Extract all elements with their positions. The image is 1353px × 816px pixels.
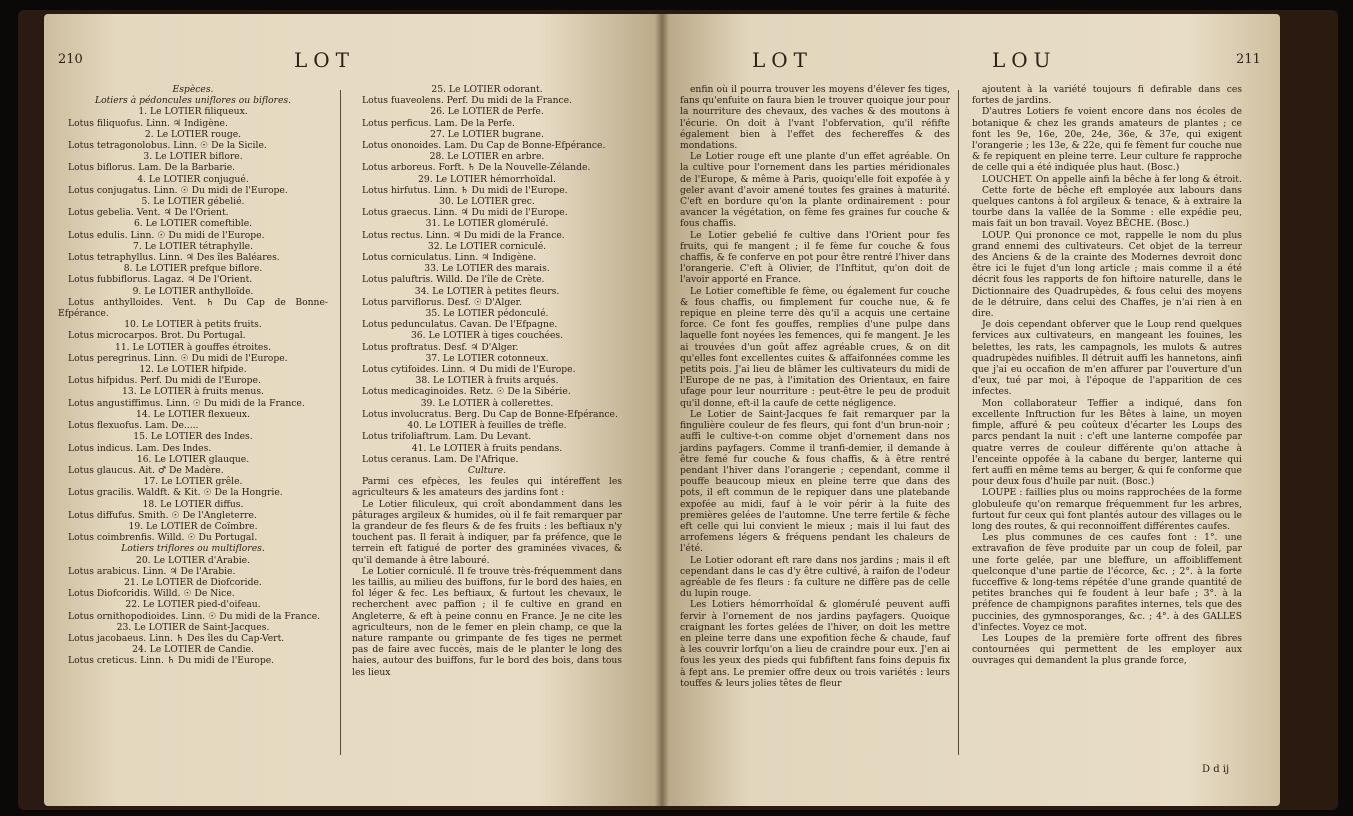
text-line: Lotus paluftris. Willd. De l'île de Crète.: [362, 274, 545, 286]
text-line: Lotus indicus. Lam. Des Indes.: [68, 442, 212, 454]
text-line: Lotiers triflores ou multiflores.: [121, 543, 265, 555]
text-line: 21. Le LOTIER de Diofcoride.: [124, 576, 262, 588]
running-head-left-text: LOT: [294, 48, 356, 72]
text-line: Lotus flexuofus. Lam. De.....: [68, 420, 199, 432]
text-line: Lotus filiquofus. Linn. ♃ Indigène.: [68, 117, 228, 129]
text-line: 35. Le LOTIER pédonculé.: [425, 308, 549, 320]
text-line: 40. Le LOTIER à feuilles de trèfle.: [407, 420, 567, 432]
text-line: Lotus arboreus. Forft. ♄ De la Nouvelle-Zélande.: [362, 162, 591, 174]
text-line: 22. Le LOTIER pied-d'oifeau.: [125, 599, 261, 611]
text-line: Lotus hifpidus. Perf. Du midi de l'Europe.: [68, 375, 261, 387]
text-line: 1. Le LOTIER filiqueux.: [138, 106, 248, 118]
text-line: Lotus biflorus. Lam. De la Barbarie.: [68, 162, 236, 174]
catchword: D d ij: [1202, 764, 1230, 775]
text-line: LOUP. Qui prononce ce mot, rappelle le nom du plus grand ennemi des cultivateurs. Cet objet de la terreur des Anciens & de la crainte des Modernes devroit donc être ici le fujet d'un long article ; mais comme il a été décrit fous les rapports de fon hiftoire naturelle, dans le Dictionnaire des Quadrupèdes, & fous celui des moyens de le détruire, dans celui des Chaffes, je n'ai rien à en dire.: [972, 229, 1242, 320]
text-line: Lotus gracilis. Waldft. & Kit. ☉ De la Hongrie.: [68, 487, 283, 499]
text-line: Lotus perficus. Lam. De la Perfe.: [362, 117, 515, 129]
text-line: Lotiers à pédoncules uniflores ou biflores.: [94, 95, 292, 107]
page-number-right: 211: [1236, 52, 1261, 67]
text-line: Le Lotier filiculeux, qui croît abondamment dans les pâturages argileux & humides, où il fe fait remarquer par la grandeur de fes fleurs & de fes fruits : les beftiaux n'y touchent pas. Il ferait à indiquer, par fa préfence, que le terrein eft fatigué de porter des graminées vivaces, & qu'il demande à être labouré.: [352, 498, 622, 566]
text-line: Lotus cytifoides. Linn. ♃ Du midi de l'Europe.: [362, 364, 576, 376]
text-line: Lotus edulis. Linn. ☉ Du midi de l'Europe.: [68, 229, 265, 241]
left-column-1: [58, 84, 328, 667]
text-line: LOUPE : faillies plus ou moins rapprochées de la forme globuleufe qu'on remarque fréquemment fur les arbres, furtout fur ceux qui font plantés autour des villages ou le long des routes, & qui reconnoiffent différentes caufes.: [972, 487, 1242, 532]
text-line: Lotus fubbiflorus. Lagaz. ♃ De l'Orient.: [68, 274, 253, 286]
text-line: 24. Le LOTIER de Candie.: [132, 644, 254, 656]
right-page: [662, 14, 1280, 806]
text-line: Culture.: [467, 464, 507, 476]
text-line: 34. Le LOTIER à petites fleurs.: [414, 285, 560, 297]
text-line: Lotus parviflorus. Desf. ☉ D'Alger.: [362, 296, 522, 308]
text-line: 18. Le LOTIER diffus.: [142, 498, 244, 510]
text-line: 30. Le LOTIER grec.: [439, 196, 535, 208]
running-head-right: [662, 48, 1280, 74]
text-line: Lotus gebelia. Vent. ♃ De l'Orient.: [68, 207, 229, 219]
text-line: 11. Le LOTIER à gouffes étroites.: [114, 341, 271, 353]
text-line: enfin où il pourra trouver les moyens d'élever fes tiges, fans qu'enfuite on faura bien le trouver quoique jour pour la nourriture des chevaux, des vaches & des moutons à l'écurie. On doit à l'vant l'obfervation, qu'il réfifte également bien à l'effet des fechereffes & des mondations.: [680, 84, 950, 152]
text-line: Le Lotier gebelié fe cultive dans l'Orient pour fes fruits, qui fe mangent ; il fe fème fur couche & fous chaffis, & fe conferve en pot pour être rentré l'hiver dans l'orangerie. C'eft à Olivier, de l'Inftitut, qu'on doit de l'avoir apporté en France.: [680, 229, 950, 286]
text-line: 33. Le LOTIER des marais.: [424, 263, 550, 275]
text-line: Les plus communes de ces caufes font : 1°. une extravafion de fève produite par un coup de foleil, par une forte gelée, par une bleffure, un affoibliffement quelconque d'une partie de l'écorce, &c. ; 2°. à la forte fucceffive & long-tems répétée d'une grande quantité de petites branches qui fe foudent à leur bafe ; 3°. à la préfence de champignons parafites internes, tels que des puccinies, des gymnosporanges, &c. ; 4°. à des GALLES d'infectes. Voyez ce mot.: [972, 532, 1242, 633]
text-line: Le Lotier corniculé. Il fe trouve très-fréquemment dans les taillis, au milieu des buiffons, fur le bord des haies, en fol léger & fec. Les beftiaux, & furtout les chevaux, le recherchent avec paffion ; il fe cultive en grand en Angleterre, & eft à peine connu en France. Je ne cite les agriculteurs, non de le femer en plein champ, ce que la nature rampante ou grimpante de fes tiges ne permet pas de faire avec fuccès, mais de le planter le long des haies, autour des buiffons, fur le bord des bois, dans tous les lieux: [352, 565, 622, 678]
text-line: 39. Le LOTIER à collerettes.: [420, 397, 554, 409]
text-line: Parmi ces efpèces, les feules qui intéreffent les agriculteurs & les amateurs des jardins font :: [352, 476, 622, 499]
text-line: 28. Le LOTIER en arbre.: [429, 151, 545, 163]
text-line: Lotus pedunculatus. Cavan. De l'Efpagne.: [362, 319, 558, 331]
book-gutter: [655, 14, 669, 806]
text-line: Lotus hirfutus. Linn. ♄ Du midi de l'Europe.: [362, 184, 568, 196]
text-line: Lotus coimbrenfis. Willd. ☉ Du Portugal.: [68, 532, 258, 544]
text-line: Espèces.: [172, 84, 214, 95]
text-line: 8. Le LOTIER prefque biflore.: [123, 263, 263, 275]
text-line: Le Lotier de Saint-Jacques fe fait remarquer par la fingulière couleur de fes fleurs, qui font d'un brun-noir ; auffi le cultive-t-on comme objet d'ornement dans nos jardins payfagers. Comme il tranfi-demier, il demande à être femé fur couche & fous chaffis, & à être rentré pendant l'hiver dans l'orangerie ; cependant, comme il pouffe beaucoup mieux en pleine terre que dans des pots, il eft commun de le repiquer dans une platebande expofée au midi, fauf à le voir périr à la fuite des premières gelées de l'automne. Une terre fertile & fèche eft celle qui lui convient le mieux ; mais il lui faut des arrofemens légers & fréquens pendant les chaleurs de l'été.: [680, 408, 950, 555]
right-column-2: [972, 84, 1242, 667]
text-line: Lotus arabicus. Linn. ♃ De l'Arabie.: [68, 565, 236, 577]
text-line: 19. Le LOTIER de Coïmbre.: [128, 520, 258, 532]
text-line: Lotus corniculatus. Linn. ♃ Indigène.: [362, 252, 537, 264]
column-rule-right: [958, 90, 959, 755]
text-line: 5. Le LOTIER gébelié.: [141, 196, 245, 208]
text-line: Lotus ononoides. Lam. Du Cap de Bonne-Efpérance.: [362, 140, 606, 152]
text-line: Le Lotier comeftible fe fème, ou également fur couche & fous chaffis, ou fimplement fur couche nue, & fe repique en pleine terre dès qu'il a acquis une certaine force. Ce font fes gouffes, remplies d'une pulpe dans laquelle font noyées les femences, qui fe mangent. Je les ai trouvées d'un goût affez agréable crues, & on dit qu'elles font excellentes cuites & affaifonnées comme les petits pois. J'ai lieu de blâmer les cultivateurs du midi de l'Europe de ne pas, à l'imitation des Orientaux, en faire ufage pour leur nourriture : peut-être le peu de produit qu'il donne, eft-il la caufe de cette négligence.: [680, 285, 950, 409]
text-line: Lotus proftratus. Desf. ♃ D'Alger.: [362, 341, 519, 353]
text-line: 20. Le LOTIER d'Arabie.: [135, 554, 250, 566]
text-line: Les Lotiers hémorrhoïdal & gloméruIé peuvent auffi fervir à l'ornement de nos jardins payfagers. Quoique craignant les fortes gelées de l'hiver, on doit les mettre en pleine terre dans une expofition fèche & chaude, fauf à les couvrir lorfqu'on a lieu de craindre pour eux. J'en ai fous les yeux des pieds qui fubfiftent fans foins depuis fix à fept ans. Le premier offre deux ou trois variétés : leurs touffes & leurs jolies têtes de fleur: [680, 599, 950, 689]
text-line: 9. Le LOTIER anthylloïde.: [132, 285, 254, 297]
text-line: Lotus ornithopodioides. Linn. ☉ Du midi de la France.: [68, 610, 321, 622]
text-line: Cette forte de bêche eft employée aux labours dans quelques cantons à fol argileux & tenace, & à extraire la tourbe dans la vallée de la Somme : elle expédie peu, mais fait un bon travail. Voyez BÊCHE. (Bosc.): [972, 184, 1242, 230]
left-page: [44, 14, 662, 806]
text-line: 12. Le LOTIER hifpide.: [139, 364, 247, 376]
text-line: Lotus diffufus. Smith. ☉ De l'Angleterre.: [68, 509, 257, 521]
text-line: Lotus peregrinus. Linn. ☉ Du midi de l'Europe.: [68, 352, 288, 364]
text-line: Le Lotier rouge eft une plante d'un effet agréable. On la cultive pour l'ornement dans les parties méridionales de l'Europe, & même à Paris, quoiqu'elle foit expofée à y geler avant d'avoir amené toutes fes graines à maturité. C'eft en bordure qu'on la plante ordinairement : pour avancer la végétation, on fème fes graines fur couche & fous chaffis.: [680, 151, 950, 230]
text-line: Lotus angustiffimus. Linn. ☉ Du midi de la France.: [68, 397, 305, 409]
text-line: 14. Le LOTIER flexueux.: [135, 408, 251, 420]
text-line: Lotus anthylloides. Vent. ♄ Du Cap de Bonne-Efpérance.: [58, 296, 328, 320]
text-line: 4. Le LOTIER conjugué.: [137, 173, 249, 185]
right-column-1: [680, 84, 950, 689]
text-line: Le Lotier odorant eft rare dans nos jardins ; mais il eft cependant dans le cas d'y être cultivé, à raifon de l'odeur agréable de fes fleurs : fa culture ne diffère pas de celle du lupin rouge.: [680, 554, 950, 600]
text-line: Lotus involucratus. Berg. Du Cap de Bonne-Efpérance.: [362, 408, 618, 420]
text-line: 2. Le LOTIER rouge.: [144, 128, 242, 140]
text-line: 29. Le LOTIER hémorrhoïdal.: [418, 173, 556, 185]
running-head-left: [44, 48, 662, 74]
text-line: 13. Le LOTIER à fruits menus.: [122, 386, 264, 398]
text-line: Je dois cependant obferver que le Loup rend quelques fervices aux cultivateurs, en mangeant les fouines, les belettes, les rats, les campagnols, les mulots & autres quadrupèdes nuifibles. Il détruit auffi les hannetons, ainfi que j'ai eu occafion de m'en affurer par l'ouverture d'un d'eux, tué par moi, à l'époque de l'apparition de ces infectes.: [972, 319, 1242, 398]
text-line: Lotus conjugatus. Linn. ☉ Du midi de l'Europe.: [68, 184, 288, 196]
text-line: Lotus microcarpos. Brot. Du Portugal.: [68, 330, 246, 342]
text-line: 6. Le LOTIER comeftible.: [133, 218, 253, 230]
text-line: 38. Le LOTIER à fruits arqués.: [415, 375, 559, 387]
text-line: 15. Le LOTIER des Indes.: [133, 431, 253, 443]
text-line: Lotus Diofcoridis. Willd. ☉ De Nice.: [68, 588, 235, 600]
text-line: Lotus rectus. Linn. ♃ Du midi de la France.: [362, 229, 565, 241]
text-line: Lotus glaucus. Ait. ♂ De Madère.: [68, 464, 224, 476]
text-line: 31. Le LOTIER gloméruIé.: [425, 218, 549, 230]
text-line: 41. Le LOTIER à fruits pendans.: [411, 442, 563, 454]
text-line: Mon collaborateur Teffier a indiqué, dans fon excellente Inftruction fur les Bêtes à laine, un moyen fimple, affuré & peu coûteux d'écarter les Loups des parcs pendant la nuit : c'eft une lanterne compofée par quatre verres de couleur différente qu'on attache à l'enceinte oppofée à la cabane du berger, lanterne qui fert auffi en même tems au berger, & qui fe conforme que pour deux fous d'huile par nuit. (Bosc.): [972, 397, 1242, 488]
text-line: Lotus tetraphyllus. Linn. ♃ Des îles Baléares.: [68, 252, 280, 264]
text-line: Lotus tetragonolobus. Linn. ☉ De la Sicile.: [68, 140, 267, 152]
text-line: 10. Le LOTIER à petits fruits.: [124, 319, 262, 331]
column-rule-left: [340, 90, 341, 755]
text-line: 16. Le LOTIER glauque.: [136, 453, 250, 465]
text-line: Lotus medicaginoides. Retz. ☉ De la Sibérie.: [362, 386, 571, 398]
text-line: Les Loupes de la première forte offrent des fibres contournées qui permettent de les employer aux ouvrages qui demandent la plus grande force,: [972, 632, 1242, 667]
text-line: ajoutent à la variété toujours fi defirable dans ces fortes de jardins.: [972, 84, 1242, 107]
text-line: Lotus fuaveolens. Perf. Du midi de la France.: [362, 95, 573, 107]
running-head-right-b: LOU: [992, 48, 1057, 72]
text-line: 36. Le LOTIER à tiges couchées.: [410, 330, 564, 342]
left-column-2: [352, 84, 622, 678]
text-line: Lotus ceranus. Lam. De l'Afrique.: [362, 453, 519, 465]
running-head-right-a: LOT: [752, 48, 814, 72]
page-number-left: 210: [58, 52, 83, 67]
text-line: 37. Le LOTIER cotonneux.: [425, 352, 549, 364]
text-line: Lotus jacobaeus. Linn. ♄ Des îles du Cap-Vert.: [68, 632, 285, 644]
text-line: 23. Le LOTIER de Saint-Jacques.: [116, 621, 270, 633]
text-line: 3. Le LOTIER biflore.: [143, 151, 243, 163]
text-line: 26. Le LOTIER de Perfe.: [430, 106, 544, 118]
text-line: D'autres Lotiers fe voient encore dans nos écoles de botanique & chez les grands amateurs de plantes ; ce font les 9e, 16e, 20e, 24e, 36e, & 37e, qui exigent l'orangerie ; les 13e, & 22e, qui fe fèment fur couche nue & fe repiquent en pleine terre. Leur culture fe rapproche de celle qui a été indiquée plus haut. (Bosc.): [972, 106, 1242, 174]
text-line: Lotus trifoliaftrum. Lam. Du Levant.: [362, 431, 532, 443]
text-line: Lotus creticus. Linn. ♄ Du midi de l'Europe.: [68, 655, 275, 667]
text-line: 27. Le LOTIER bugrane.: [430, 128, 544, 140]
text-line: 7. Le LOTIER tétraphylle.: [133, 240, 253, 252]
text-line: 25. Le LOTIER odorant.: [431, 84, 543, 95]
text-line: 32. Le LOTIER corniculé.: [427, 240, 547, 252]
text-line: LOUCHET. On appelle ainfi la bêche à fer long & étroit.: [982, 173, 1242, 185]
text-line: 17. Le LOTIER grêle.: [143, 476, 243, 488]
text-line: Lotus graecus. Linn. ♃ Du midi de l'Europe.: [362, 207, 568, 219]
